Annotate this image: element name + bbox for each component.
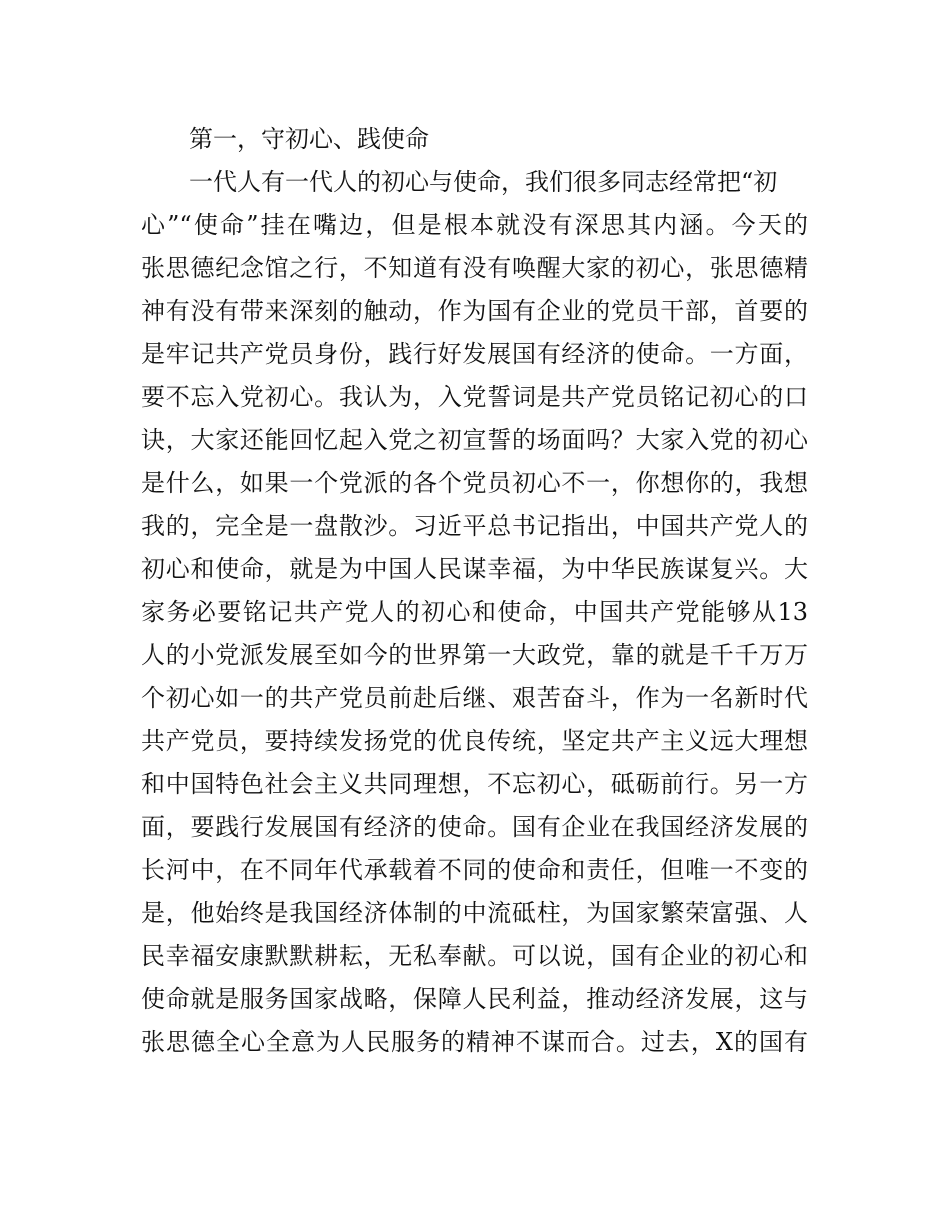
paragraph-line: 我的，完全是一盘散沙。习近平总书记指出，中国共产党人的 [141,512,808,540]
paragraph-line: 和中国特色社会主义共同理想，不忘初心，砥砺前行。另一方 [141,770,808,798]
paragraph-line: 要不忘入党初心。我认为，入党誓词是共产党员铭记初心的口 [141,383,808,411]
paragraph-line: 个初心如一的共产党员前赴后继、艰苦奋斗，作为一名新时代 [141,684,808,712]
paragraph-line: 使命就是服务国家战略，保障人民利益，推动经济发展，这与 [141,985,808,1013]
paragraph-line: 是什么，如果一个党派的各个党员初心不一，你想你的，我想 [141,469,808,497]
paragraph-line: 一代人有一代人的初心与使命，我们很多同志经常把“初 [189,168,778,196]
section-heading: 第一，守初心、践使命 [189,125,429,153]
paragraph-line: 是牢记共产党员身份，践行好发展国有经济的使命。一方面， [141,340,808,368]
paragraph-line: 面，要践行发展国有经济的使命。国有企业在我国经济发展的 [141,813,808,841]
paragraph-line: 家务必要铭记共产党人的初心和使命，中国共产党能够从13 [141,598,808,626]
paragraph-line: 长河中，在不同年代承载着不同的使命和责任，但唯一不变的 [141,856,808,884]
paragraph-line: 人的小党派发展至如今的世界第一大政党，靠的就是千千万万 [141,641,808,669]
paragraph-line: 共产党员，要持续发扬党的优良传统，坚定共产主义远大理想 [141,727,808,755]
paragraph-line: 神有没有带来深刻的触动，作为国有企业的党员干部，首要的 [141,297,808,325]
paragraph-line: 心”“使命”挂在嘴边，但是根本就没有深思其内涵。今天的 [141,211,808,239]
paragraph-line: 诀，大家还能回忆起入党之初宣誓的场面吗？大家入党的初心 [141,426,808,454]
paragraph-line: 是，他始终是我国经济体制的中流砥柱，为国家繁荣富强、人 [141,899,808,927]
paragraph-line: 初心和使命，就是为中国人民谋幸福，为中华民族谋复兴。大 [141,555,808,583]
paragraph-line: 民幸福安康默默耕耘，无私奉献。可以说，国有企业的初心和 [141,942,808,970]
paragraph-line: 张思德纪念馆之行，不知道有没有唤醒大家的初心，张思德精 [141,254,808,282]
paragraph-line: 张思德全心全意为人民服务的精神不谋而合。过去，X的国有 [141,1028,808,1056]
